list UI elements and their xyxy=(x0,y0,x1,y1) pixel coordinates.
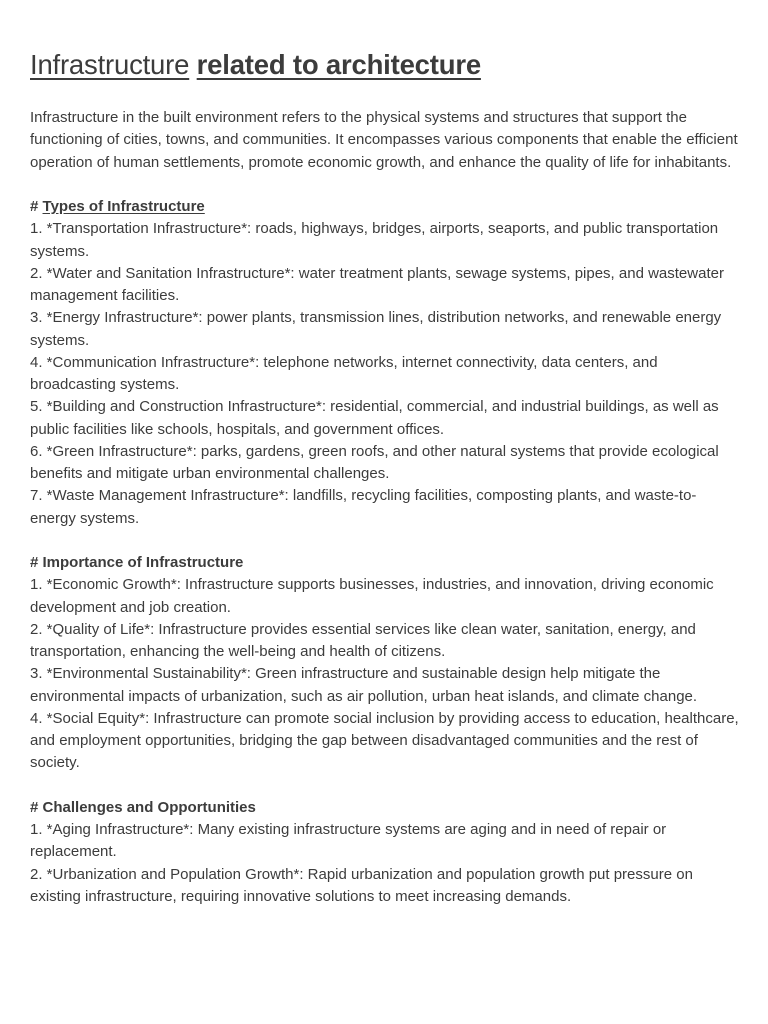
list-item: 1. *Economic Growth*: Infrastructure supports businesses, industries, and innovation, driving economic development and job creation. xyxy=(30,576,714,616)
list-item: 6. *Green Infrastructure*: parks, gardens, green roofs, and other natural systems that provide ecological benefits and mitigate urban environmental challenges. xyxy=(30,442,719,482)
heading-text: Challenges and Opportunities xyxy=(42,798,256,816)
spacer xyxy=(30,775,742,797)
list-item: 4. *Social Equity*: Infrastructure can promote social inclusion by providing access to education, healthcare, and employment opportunities, bridging the gap between disadvantaged communities and the rest of society. xyxy=(30,709,739,772)
section-heading-challenges xyxy=(30,797,742,819)
heading-text: Types of Infrastructure xyxy=(42,198,205,215)
list-item: 1. *Transportation Infrastructure*: roads, highways, bridges, airports, seaports, and public transportation systems. xyxy=(30,220,719,260)
list-item: 7. *Waste Management Infrastructure*: landfills, recycling facilities, composting plants, and waste-to-energy systems. xyxy=(30,487,697,527)
heading-hash: # xyxy=(30,798,39,816)
list-item: 3. *Environmental Sustainability*: Green infrastructure and sustainable design help mitigate the environmental impacts of urbanization, such as air pollution, urban heat islands, and climate change. xyxy=(30,665,698,705)
heading-hash: # xyxy=(30,198,39,215)
list-item: 2. *Quality of Life*: Infrastructure provides essential services like clean water, sanitation, energy, and transportation, enhancing the well-being and health of citizens. xyxy=(30,620,696,660)
title-part-2: related to architecture xyxy=(196,49,481,80)
list-item: 4. *Communication Infrastructure*: telephone networks, internet connectivity, data centers, and broadcasting systems. xyxy=(30,353,658,393)
list-item: 3. *Energy Infrastructure*: power plants, transmission lines, distribution networks, and renewable energy systems. xyxy=(30,309,722,349)
list-item: 2. *Urbanization and Population Growth*: Rapid urbanization and population growth put pressure on existing infrastructure, requiring innovative solutions to meet increasing demands. xyxy=(30,865,693,905)
section-heading-importance xyxy=(30,552,742,574)
list-item: 1. *Aging Infrastructure*: Many existing infrastructure systems are aging and in need of repair or replacement. xyxy=(30,821,667,861)
section-heading-types xyxy=(30,196,742,218)
heading-hash: # xyxy=(30,554,39,571)
spacer xyxy=(30,530,742,552)
intro-paragraph: Infrastructure in the built environment refers to the physical systems and structures that support the functioning of cities, towns, and communities. It encompasses various components that enable the efficient operation of human settlements, promote economic growth, and enhance the quality of life for inhabitants. xyxy=(30,109,738,171)
title-part-1: Infrastructure xyxy=(30,49,190,80)
heading-text: Importance of Infrastructure xyxy=(42,554,244,571)
spacer xyxy=(30,174,742,196)
list-item: 2. *Water and Sanitation Infrastructure*: water treatment plants, sewage systems, pipes, and wastewater management facilities. xyxy=(30,264,724,304)
list-item: 5. *Building and Construction Infrastructure*: residential, commercial, and industrial buildings, as well as public facilities like schools, hospitals, and government offices. xyxy=(30,398,719,438)
page-title xyxy=(30,46,742,84)
document-body xyxy=(30,107,742,908)
document xyxy=(30,46,742,905)
